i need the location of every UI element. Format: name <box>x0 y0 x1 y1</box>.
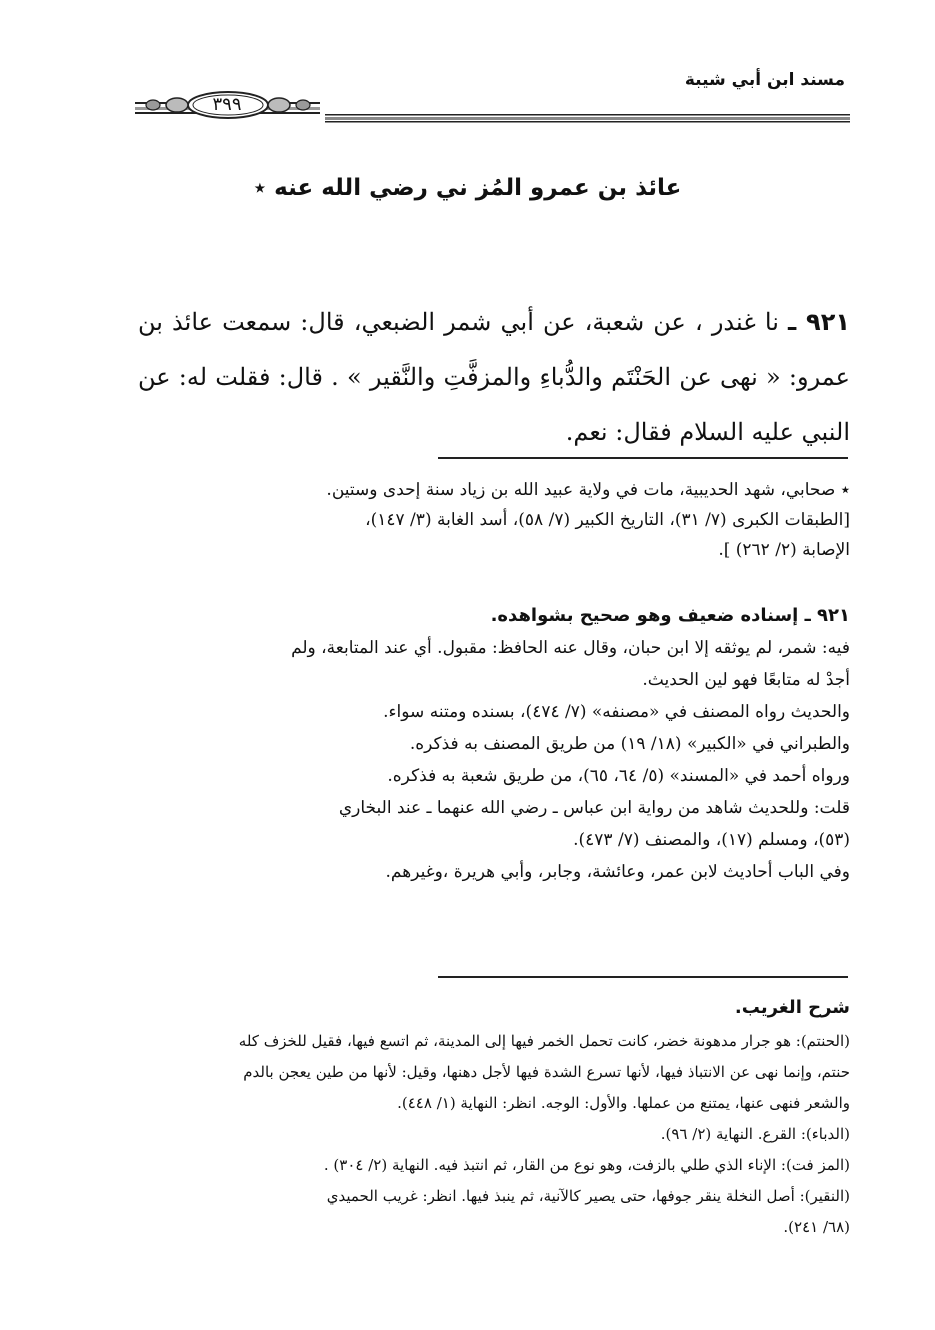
page-number: ٣٩٩ <box>212 94 242 115</box>
takhrij-line-8: وفي الباب أحاديث لابن عمر، وعائشة، وجابر، وأبي هريرة ،وغيرهم. <box>385 862 850 882</box>
hadith-line-1: نا غندر ، عن شعبة، عن أبي شمر الضبعي، قال: سمعت <box>222 308 779 336</box>
bio-line-1: ٭ صحابي، شهد الحديبية، مات في ولاية عبيد الله بن زياد سنة إحدى وستين. <box>326 480 850 500</box>
bio-line-3: الإصابة (٢/ ٢٦٢) ]. <box>718 540 850 560</box>
gharib-line-1: (الحنتم): هو جرار مدهونة خضر، كانت تحمل الخمر فيها إلى المدينة، ثم اتسع فيها، فقيل للخزف كله <box>238 1032 850 1050</box>
hadith-line-3: له: عن النبي عليه السلام فقال: نعم. <box>138 363 850 446</box>
footnote-divider-2 <box>438 976 848 978</box>
hadith-number: ٩٢١ ـ <box>788 308 850 336</box>
hadith-text <box>138 295 850 460</box>
takhrij-line-1: فيه: شمر، لم يوثقه إلا ابن حبان، وقال عنه الحافظ: مقبول. أي عند المتابعة، ولم <box>291 638 850 658</box>
gharib-heading: شرح الغريب. <box>734 997 850 1018</box>
gharib-line-6: (النقير): أصل النخلة ينقر جوفها، حتى يصير كالآنية، ثم ينبذ فيها. انظر: غريب الحميدي <box>326 1187 850 1205</box>
takhrij-line-4: والطبراني في «الكبير» (١٨/ ١٩) من طريق المصنف به فذكره. <box>409 734 850 754</box>
takhrij-line-7: (٥٣)، ومسلم (١٧)، والمصنف (٧/ ٤٧٣). <box>573 830 850 850</box>
bio-line-2: [الطبقات الكبرى (٧/ ٣١)، التاريخ الكبير (٧/ ٥٨)، أسد الغابة (٣/ ١٤٧)، <box>365 510 850 530</box>
gharib-line-2: حنتم، وإنما نهى عن الانتباذ فيها، لأنها تسرع الشدة فيها لأجل دهنها، وقيل: لأنها من طين يعجن بالدم <box>243 1063 850 1081</box>
takhrij-section <box>136 600 850 888</box>
gharib-line-7: (٦٨/ ٢٤١). <box>783 1218 850 1236</box>
companion-bio-footnote <box>136 475 850 565</box>
takhrij-line-3: والحديث رواه المصنف في «مصنفه» (٧/ ٤٧٤)، بسنده ومتنه سواء. <box>383 702 850 722</box>
chapter-title: عائذ بن عمرو المُز ني رضي الله عنه ٭ <box>253 175 682 201</box>
hadith-line-2: عائذ بن عمرو: « نهى عن الحَنْتَم والدُّباءِ والمزفَّتِ والنَّقير » . قال: فقلت <box>138 308 851 391</box>
gharib-line-3: والشعر فنهى عنها، يمتنع من عملها. والأول: الوجه. انظر: النهاية (١/ ٤٤٨). <box>397 1094 850 1112</box>
gharib-line-4: (الدباء): القرع. النهاية (٢/ ٩٦). <box>660 1125 850 1143</box>
takhrij-line-5: ورواه أحمد في «المسند» (٥/ ٦٤، ٦٥)، من طريق شعبة به فذكره. <box>387 766 850 786</box>
takhrij-heading: ٩٢١ ـ إسناده ضعيف وهو صحيح بشواهده. <box>490 605 850 626</box>
running-title: مسند ابن أبي شيبة <box>684 70 845 90</box>
gharib-line-5: (المز فت): الإناء الذي طلي بالزفت، وهو نوع من القار، ثم انتبذ فيه. النهاية (٢/ ٣٠٤) . <box>323 1156 850 1174</box>
footnote-divider-1 <box>438 457 848 459</box>
gharib-section <box>136 990 850 1243</box>
takhrij-line-6: قلت: وللحديث شاهد من رواية ابن عباس ـ رضي الله عنهما ـ عند البخاري <box>338 798 850 818</box>
takhrij-line-2: أجدْ له متابعًا فهو لين الحديث. <box>642 670 850 690</box>
